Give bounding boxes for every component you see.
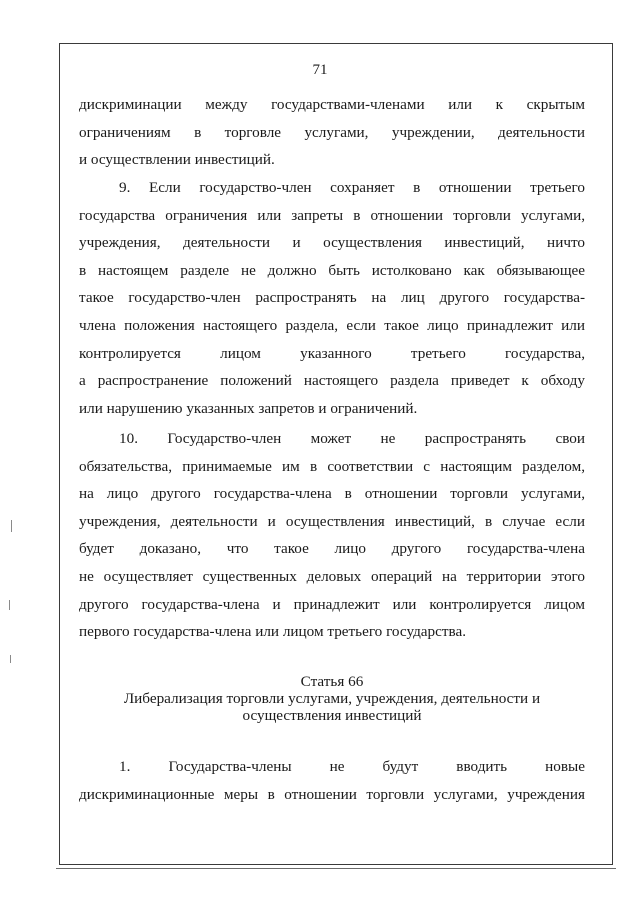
text-line: в настоящем разделе не должно быть истолковано как обязывающее <box>79 261 585 279</box>
text-line: учреждения, деятельности и осуществления инвестиций, ничто <box>79 234 585 252</box>
article-number: Статья 66 <box>300 673 364 690</box>
text-line: не осуществляет существенных деловых операций на территории этого <box>79 567 585 585</box>
text-line: дискриминационные меры в отношении торговли услугами, учреждения <box>79 785 585 803</box>
text-line: или нарушению указанных запретов и ограничений. <box>79 399 418 417</box>
text-line: на лицо другого государства-члена в отношении торговли услугами, <box>79 485 585 503</box>
text-line: первого государства-члена или лицом третьего государства. <box>79 623 467 641</box>
paragraph-1 <box>79 753 585 808</box>
text-line: контролируется лицом указанного третьего государства, <box>79 344 585 362</box>
text-line: и осуществлении инвестиций. <box>79 151 275 169</box>
paragraph-9 <box>79 174 585 422</box>
text-line: обязательства, принимаемые им в соответствии с настоящим разделом, <box>79 457 585 475</box>
text-line: 10. Государство-член может не распространять свои <box>119 430 585 447</box>
scan-speck <box>9 600 10 610</box>
paragraph-continuation <box>79 91 585 174</box>
article-heading <box>79 673 585 724</box>
text-line: 1. Государства-члены не будут вводить новые <box>119 758 585 775</box>
text-line: государства ограничения или запреты в отношении торговли услугами, <box>79 206 585 224</box>
page-number: 71 <box>312 62 328 78</box>
text-line: дискриминации между государствами-членами или к скрытым <box>79 96 585 113</box>
scan-speck <box>11 520 12 532</box>
text-line: учреждения, деятельности и осуществления инвестиций, в случае если <box>79 512 585 530</box>
text-line: такое государство-член распространять на лиц другого государства- <box>79 289 585 307</box>
text-line: будет доказано, что такое лицо другого государства-члена <box>79 540 585 558</box>
scan-speck <box>10 655 11 663</box>
text-line: а распространение положений настоящего раздела приведет к обходу <box>79 372 585 390</box>
paragraph-10 <box>79 425 585 646</box>
text-line: другого государства-члена и принадлежит или контролируется лицом <box>79 595 585 613</box>
article-title-line-2: осуществления инвестиций <box>242 707 422 724</box>
text-line: ограничениям в торговле услугами, учреждении, деятельности <box>79 123 585 141</box>
text-line: 9. Если государство-член сохраняет в отношении третьего <box>119 179 585 196</box>
article-title-line-1: Либерализация торговли услугами, учреждения, деятельности и <box>123 690 541 707</box>
text-line: члена положения настоящего раздела, если такое лицо принадлежит или <box>79 316 585 334</box>
